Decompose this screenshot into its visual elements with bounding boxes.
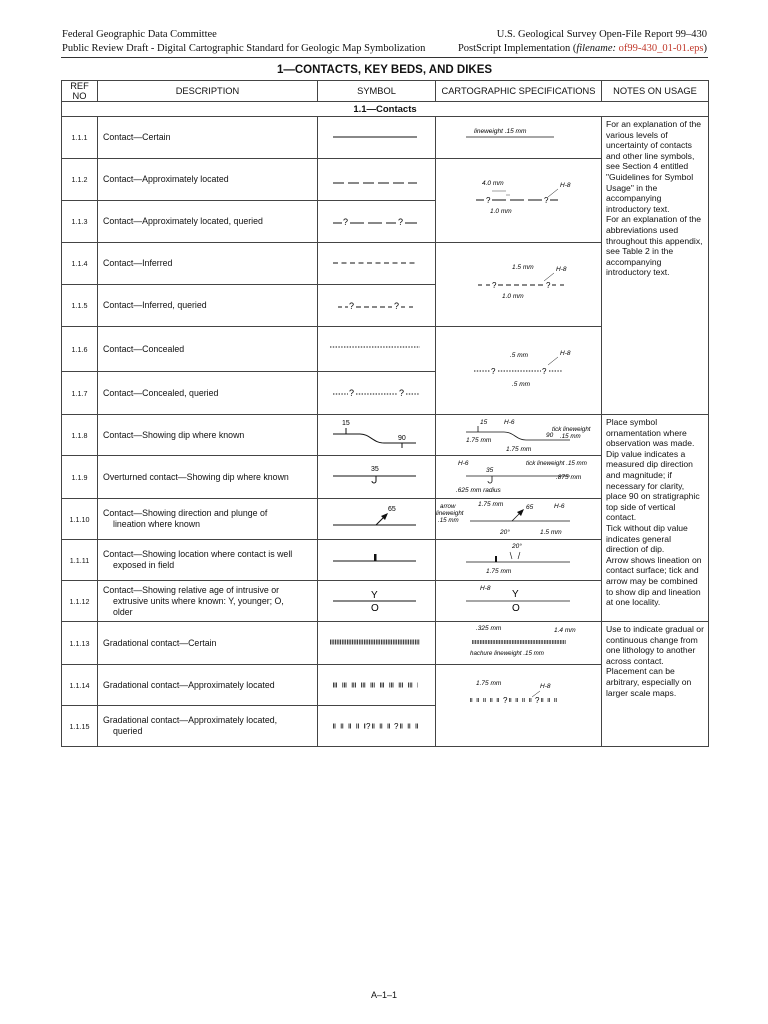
spec-label: .625 mm radius xyxy=(456,487,501,494)
spec-1-1-11 xyxy=(436,540,602,578)
row-desc: Contact—Approximately located, queried xyxy=(98,201,318,243)
row-desc: Contact—Showing relative age of intrusive or extrusive units where known: Y, younger; O, older xyxy=(98,581,318,622)
row-spec xyxy=(436,665,602,747)
symbol-older: O xyxy=(371,603,379,614)
row-desc: Contact—Showing direction and plunge of lineation where known xyxy=(98,499,318,540)
spec-q: ? xyxy=(503,695,508,705)
row-desc: Contact—Showing dip where known xyxy=(98,415,318,456)
row-ref: 1.1.1 xyxy=(62,117,98,159)
note: Placement can be arbitrary, especially on larger scale maps. xyxy=(606,666,692,698)
row-spec xyxy=(436,415,602,456)
row-spec xyxy=(436,540,602,581)
row-symbol xyxy=(318,665,436,706)
row-symbol xyxy=(318,540,436,581)
row-symbol xyxy=(318,243,436,285)
symbol-dip xyxy=(318,415,436,453)
row-ref: 1.1.12 xyxy=(62,581,98,622)
spec-label: lineweight xyxy=(436,510,464,517)
symbol-concealed xyxy=(318,327,436,369)
spec-label: H-8 xyxy=(560,181,571,189)
spec-label: 4.0 mm xyxy=(482,179,504,187)
symbol-exposed xyxy=(318,540,436,578)
row-symbol xyxy=(318,285,436,327)
spec-label: 1.75 mm xyxy=(476,679,502,687)
spec-label: 1.4 mm xyxy=(554,627,576,634)
row-spec xyxy=(436,499,602,540)
spec-label: H-8 xyxy=(556,265,567,273)
page-number: A–1–1 xyxy=(370,990,398,1000)
note: Dip value indicates a measured dip direction and magnitude; if necessary for clarity, place 90 on stratigraphic top side of vertical contact. xyxy=(606,448,700,523)
row-symbol xyxy=(318,117,436,159)
spec-label: 20° xyxy=(512,543,522,550)
symbol-q: ? xyxy=(394,722,399,731)
symbol-q: ? xyxy=(399,388,405,398)
row-symbol xyxy=(318,581,436,622)
col-ref: REF NO xyxy=(62,81,98,102)
spec-label: tick lineweight .15 mm xyxy=(526,460,587,467)
row-symbol xyxy=(318,499,436,540)
spec-1-1-4 xyxy=(436,245,602,323)
row-symbol xyxy=(318,372,436,415)
row-desc: Gradational contact—Approximately located xyxy=(98,665,318,706)
row-spec xyxy=(436,456,602,499)
symbol-q: ? xyxy=(394,301,400,311)
spec-label: 1.75 mm xyxy=(506,446,532,453)
row-symbol xyxy=(318,415,436,456)
row-ref: 1.1.9 xyxy=(62,456,98,499)
header-filename: PostScript Implementation (filename: of99-430_01-01.eps) xyxy=(457,43,707,54)
symbol-table xyxy=(61,80,709,747)
spec-label: 1.75 mm xyxy=(478,501,504,508)
symbol-plunge-value: 65 xyxy=(388,506,396,513)
notes-cell-2 xyxy=(602,415,709,622)
spec-label: H-8 xyxy=(480,585,491,592)
notes-cell-1 xyxy=(602,117,709,415)
spec-label: 15 xyxy=(480,419,488,426)
row-desc: Contact—Concealed xyxy=(98,327,318,372)
spec-1-1-10 xyxy=(436,499,602,537)
col-spec: CARTOGRAPHIC SPECIFICATIONS xyxy=(436,81,602,102)
spec-label: H-8 xyxy=(540,682,551,690)
row-ref: 1.1.2 xyxy=(62,159,98,201)
spec-q: ? xyxy=(542,366,547,376)
row-symbol xyxy=(318,159,436,201)
spec-label: .325 mm xyxy=(476,625,502,632)
spec-label: 65 xyxy=(526,504,534,511)
table-row xyxy=(62,622,709,665)
row-ref: 1.1.6 xyxy=(62,327,98,372)
symbol-gradational xyxy=(318,622,436,662)
spec-label: .15 mm xyxy=(560,433,581,440)
table-header-row xyxy=(62,81,709,102)
symbol-gradational-queried xyxy=(318,706,436,744)
symbol-q: ? xyxy=(366,722,371,731)
spec-label: 1.75 mm xyxy=(466,437,492,444)
header-left xyxy=(62,28,425,56)
spec-label: H-6 xyxy=(504,419,515,426)
spec-1-1-14 xyxy=(436,666,602,744)
spec-label: .5 mm xyxy=(510,351,529,359)
spec-o: O xyxy=(512,603,520,614)
spec-q: ? xyxy=(492,280,497,290)
row-desc: Contact—Inferred, queried xyxy=(98,285,318,327)
row-desc: Contact—Inferred xyxy=(98,243,318,285)
spec-label: lineweight .15 mm xyxy=(474,128,527,135)
spec-1-1-9 xyxy=(436,456,602,496)
symbol-approx-queried xyxy=(318,201,436,240)
header-agency: Federal Geographic Data Committee xyxy=(62,29,217,40)
symbol-dip-value: 90 xyxy=(398,435,406,442)
note: Use to indicate gradual or continuous change from one lithology to another across contact. xyxy=(606,624,704,666)
table-row xyxy=(62,415,709,456)
row-ref: 1.1.3 xyxy=(62,201,98,243)
spec-label: H-8 xyxy=(560,349,571,357)
row-desc: Contact—Concealed, queried xyxy=(98,372,318,415)
row-desc: Contact—Showing location where contact is well exposed in field xyxy=(98,540,318,581)
row-ref: 1.1.7 xyxy=(62,372,98,415)
symbol-dip-value: 35 xyxy=(371,466,379,473)
spec-label: 1.75 mm xyxy=(486,568,512,575)
symbol-inferred-queried xyxy=(318,285,436,324)
spec-q: ? xyxy=(544,195,549,205)
spec-1-1-13 xyxy=(436,622,602,662)
row-desc: Contact—Approximately located xyxy=(98,159,318,201)
row-spec xyxy=(436,327,602,415)
spec-1-1-12 xyxy=(436,581,602,619)
header-right xyxy=(458,28,707,56)
note: Place symbol ornamentation where observation was made. xyxy=(606,417,695,449)
row-desc: Overturned contact—Showing dip where known xyxy=(98,456,318,499)
spec-label: .15 mm xyxy=(438,517,459,524)
symbol-q: ? xyxy=(398,217,404,227)
row-symbol xyxy=(318,622,436,665)
spec-label: 1.0 mm xyxy=(502,292,524,300)
row-symbol xyxy=(318,706,436,747)
row-desc: Gradational contact—Approximately located, queried xyxy=(98,706,318,747)
spec-label: 20° xyxy=(500,529,510,536)
symbol-approx xyxy=(318,159,436,198)
row-spec xyxy=(436,117,602,159)
col-symbol: SYMBOL xyxy=(318,81,436,102)
header-draft: Public Review Draft - Digital Cartographic Standard for Geologic Map Symbolization xyxy=(62,43,426,54)
spec-1-1-2 xyxy=(436,161,602,239)
spec-label: .875 mm xyxy=(556,474,582,481)
note: Tick without dip value indicates general direction of dip. xyxy=(606,522,688,555)
spec-label: 35 xyxy=(486,467,494,474)
spec-label: H-6 xyxy=(458,460,469,467)
symbol-q: ? xyxy=(349,388,355,398)
symbol-q: ? xyxy=(349,301,355,311)
row-ref: 1.1.15 xyxy=(62,706,98,747)
row-symbol xyxy=(318,327,436,372)
spec-label: H-6 xyxy=(554,503,565,510)
section-row xyxy=(62,102,709,117)
spec-label: hachure lineweight .15 mm xyxy=(470,650,544,657)
note: For an explanation of the abbreviations used throughout this appendix, see Table 2 in the accompanying introductory text. xyxy=(606,214,703,278)
note: For an explanation of the various levels of uncertainty of contacts and other line symbols, see Section 4 entitled "Guidelines for Symbol Usage" in the accompanying introductory text. xyxy=(606,119,702,214)
row-symbol xyxy=(318,456,436,499)
table-row xyxy=(62,117,709,159)
spec-q: ? xyxy=(535,695,540,705)
row-spec xyxy=(436,159,602,243)
symbol-contact-certain xyxy=(318,117,436,156)
spec-q: ? xyxy=(486,195,491,205)
symbol-concealed-queried xyxy=(318,372,436,412)
notes-cell-3 xyxy=(602,622,709,747)
spec-label: tick lineweight xyxy=(552,426,591,433)
row-ref: 1.1.10 xyxy=(62,499,98,540)
spec-q: ? xyxy=(546,280,551,290)
row-symbol xyxy=(318,201,436,243)
spec-label: 90 xyxy=(546,432,554,439)
page-title: 1—CONTACTS, KEY BEDS, AND DIKES xyxy=(276,64,493,76)
row-ref: 1.1.8 xyxy=(62,415,98,456)
row-spec xyxy=(436,622,602,665)
spec-label: 1.0 mm xyxy=(490,207,512,215)
symbol-lineation xyxy=(318,499,436,537)
note: Arrow shows lineation on contact surface; tick and arrow may be combined to show dip and lineation at one locality. xyxy=(606,554,702,608)
spec-label: 1.5 mm xyxy=(540,529,562,536)
spec-y: Y xyxy=(512,589,519,600)
header-rule xyxy=(61,57,708,58)
spec-label: arrow xyxy=(440,503,456,510)
row-desc: Gradational contact—Certain xyxy=(98,622,318,665)
spec-1-1-8 xyxy=(436,415,602,453)
symbol-inferred xyxy=(318,243,436,282)
spec-q: ? xyxy=(491,366,496,376)
col-notes: NOTES ON USAGE xyxy=(602,81,709,102)
col-description: DESCRIPTION xyxy=(98,81,318,102)
symbol-overturned xyxy=(318,456,436,496)
row-ref: 1.1.4 xyxy=(62,243,98,285)
row-ref: 1.1.13 xyxy=(62,622,98,665)
symbol-q: ? xyxy=(343,217,349,227)
symbol-younger: Y xyxy=(371,590,378,601)
row-desc: Contact—Certain xyxy=(98,117,318,159)
spec-1-1-1 xyxy=(436,117,602,156)
spec-1-1-6 xyxy=(436,329,602,411)
symbol-relative-age xyxy=(318,581,436,619)
row-spec xyxy=(436,581,602,622)
header-report: U.S. Geological Survey Open-File Report 99–430 xyxy=(496,29,707,40)
spec-label: 1.5 mm xyxy=(512,263,534,271)
symbol-dip-value: 15 xyxy=(342,420,350,427)
row-ref: 1.1.5 xyxy=(62,285,98,327)
row-ref: 1.1.11 xyxy=(62,540,98,581)
row-spec xyxy=(436,243,602,327)
section-title: 1.1—Contacts xyxy=(62,102,709,117)
symbol-gradational-approx xyxy=(318,665,436,703)
row-ref: 1.1.14 xyxy=(62,665,98,706)
spec-label: .5 mm xyxy=(512,380,531,388)
